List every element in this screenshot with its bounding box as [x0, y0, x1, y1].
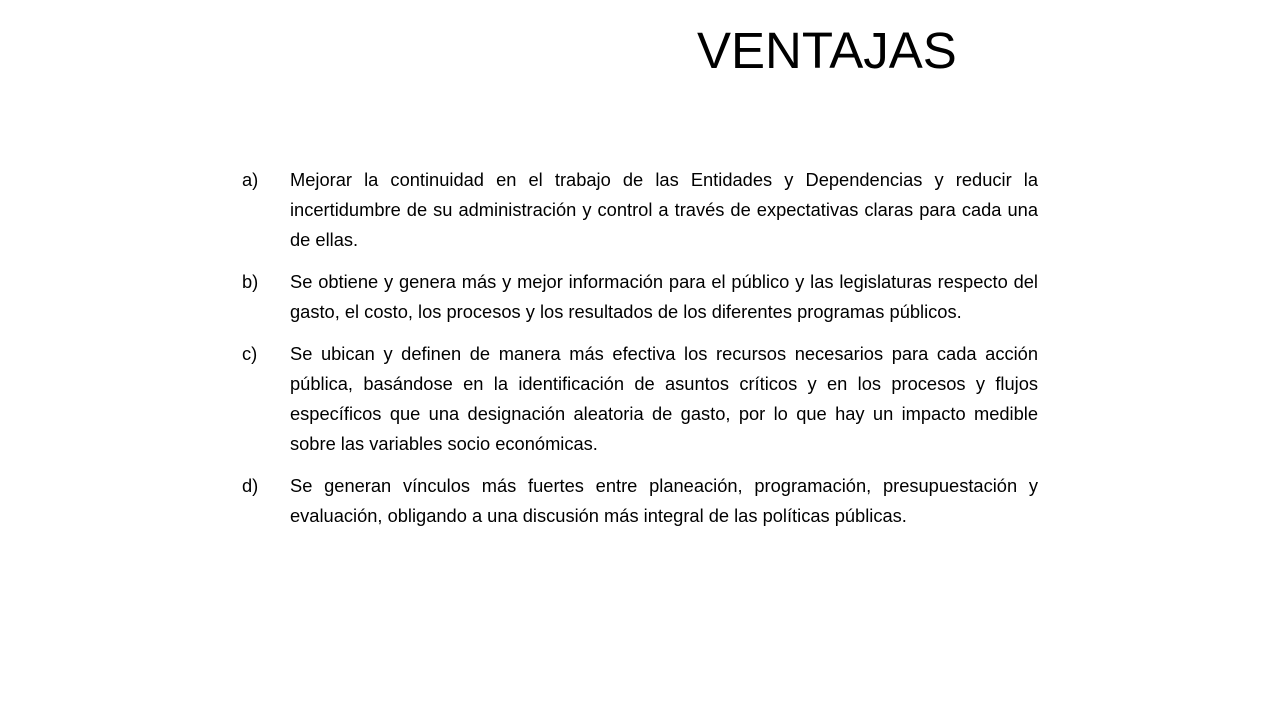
- advantages-list: [242, 165, 1038, 543]
- list-text-c: Se ubican y definen de manera más efectiva los recursos necesarios para cada acción pública, basándose en la identificación de asuntos críticos y en los procesos y flujos específicos que una designación aleatoria de gasto, por lo que hay un impacto medible sobre las variables socio económicas.: [290, 343, 1038, 454]
- list-item-a: [242, 165, 1038, 255]
- list-marker-d: d): [242, 475, 259, 496]
- list-text-a: Mejorar la continuidad en el trabajo de las Entidades y Dependencias y reducir la incertidumbre de su administración y control a través de expectativas claras para cada una de ellas.: [290, 169, 1038, 250]
- slide-title: VENTAJAS: [697, 22, 957, 79]
- list-marker-c: c): [242, 343, 258, 364]
- list-text-b: Se obtiene y genera más y mejor información para el público y las legislaturas respecto del gasto, el costo, los procesos y los resultados de los diferentes programas públicos.: [290, 271, 1038, 322]
- list-text-d: Se generan vínculos más fuertes entre planeación, programación, presupuestación y evaluación, obligando a una discusión más integral de las políticas públicas.: [290, 475, 1038, 526]
- list-marker-a: a): [242, 169, 259, 190]
- list-item-d: [242, 471, 1038, 531]
- list-marker-b: b): [242, 271, 259, 292]
- list-item-b: [242, 267, 1038, 327]
- list-item-c: [242, 339, 1038, 459]
